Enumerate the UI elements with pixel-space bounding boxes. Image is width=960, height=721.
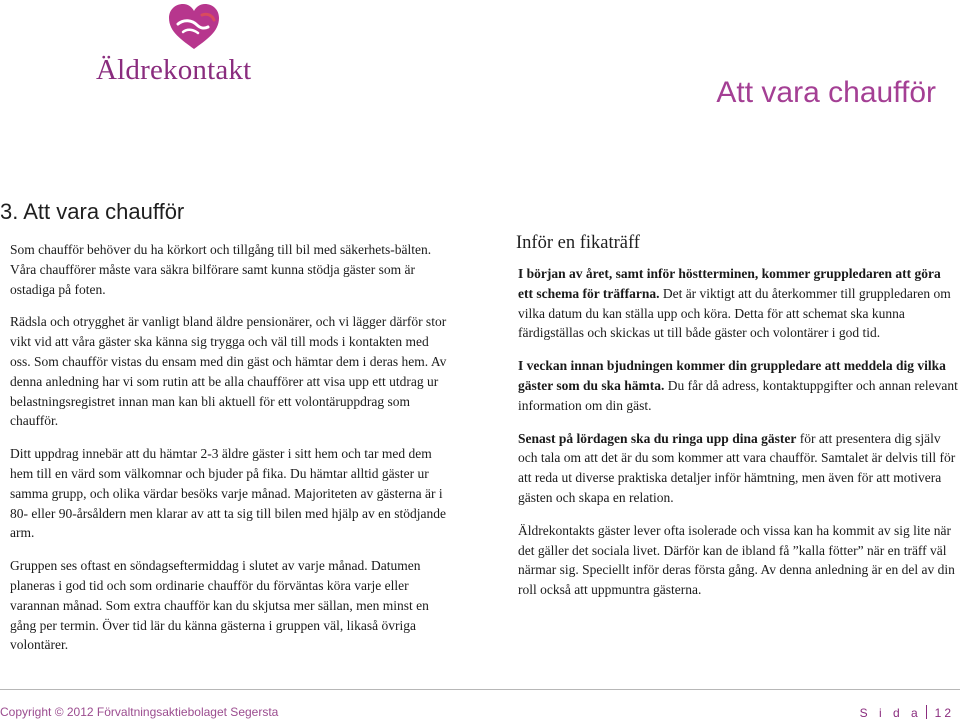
left-column <box>10 240 448 668</box>
paragraph-encouragement: Äldrekontakts gäster lever ofta isolerade och vissa kan ha kommit av sig lite när det gäller det sociala livet. Därför kan de ibland få ”kalla fötter” när en träff väl närmar sig. Speciellt inför deras första gång. Av denna anledning är en del av din roll också att uppmuntra gästerna. <box>518 522 955 598</box>
footer-copyright: Copyright © 2012 Förvaltningsaktiebolaget Segersta <box>0 705 279 719</box>
paragraph-schedule-planning: I början av året, samt inför höstterminen, kommer gruppledaren att göra ett schema för träffarna. Det är viktigt att du återkommer till gruppledaren om vilka datum du kan ställa upp och köra. Detta för att schemat ska kunna färdigställas och skickas ut till både gäster och volontärer i god tid. <box>518 266 951 341</box>
paragraph-guest-info: I veckan innan bjudningen kommer din gruppledare att meddela dig vilka gäster som du ska hämta. Du får då adress, kontaktuppgifter och annan relevant information om din gäst. <box>518 358 958 413</box>
aldrekontakt-logo <box>96 2 292 86</box>
right-column <box>518 233 958 613</box>
footer-separator <box>926 705 927 719</box>
paragraph-assignment: Ditt uppdrag innebär att du hämtar 2-3 äldre gäster i sitt hem och tar med dem hem till en värd som välkomnar och bjuder på fika. Du hämtar alltid gäster ur samma grupp, och olika värdar besöks varje månad. Majoriteten av gästerna är i 80- eller 90-årsåldern men klarar av att ta sig till bilen med hjälp av en stödjande arm. <box>10 446 446 541</box>
heart-hands-icon <box>166 2 222 52</box>
paragraph-schedule: Gruppen ses oftast en söndagseftermiddag i slutet av varje månad. Datumen planeras i god tid och som ordinarie chaufför du förväntas köra varje eller varannan månad. Som extra chaufför kan du skjutsa mer sällan, men minst en gång per termin. Över tid lär du känna gästerna i gruppen väl, likaså övriga volontärer. <box>10 558 429 653</box>
page-number: 12 <box>934 706 954 720</box>
paragraph-phone-call: Senast på lördagen ska du ringa upp dina gäster för att presentera dig själv och tala om att det är du som kommer att vara chaufför. Samtalet är delvis till för att reda ut diverse praktiska detaljer inför hämtning, men även för att motivera gästen och skapa en relation. <box>518 430 956 505</box>
footer-page-number <box>860 705 954 720</box>
section-heading: 3. Att vara chaufför <box>0 199 185 224</box>
paragraph-requirements: Som chaufför behöver du ha körkort och tillgång till bil med säkerhets-bälten. Våra chaufförer måste vara säkra bilförare samt kunna stödja gäster som är ostadiga på foten. <box>10 242 432 297</box>
paragraph-safety: Rädsla och otrygghet är vanligt bland äldre pensionärer, och vi lägger därför stor vikt vid att våra gäster ska känna sig trygga och väl till mods i kontakten med oss. Som chaufför vistas du ensam med din gäst och hämtar dem i deras hem. Av denna anledning har vi som rutin att be alla chaufförer att visa upp ett utdrag ur belastningsregistret innan man kan bli aktuell för ett volontäruppdrag som chaufför. <box>10 314 447 429</box>
logo-wordmark: Äldrekontakt <box>96 54 252 86</box>
page-title: Att vara chaufför <box>716 76 936 109</box>
page-label: S i d a <box>859 706 922 720</box>
footer-divider <box>0 689 960 690</box>
subsection-heading: Inför en fikaträff <box>516 233 640 253</box>
